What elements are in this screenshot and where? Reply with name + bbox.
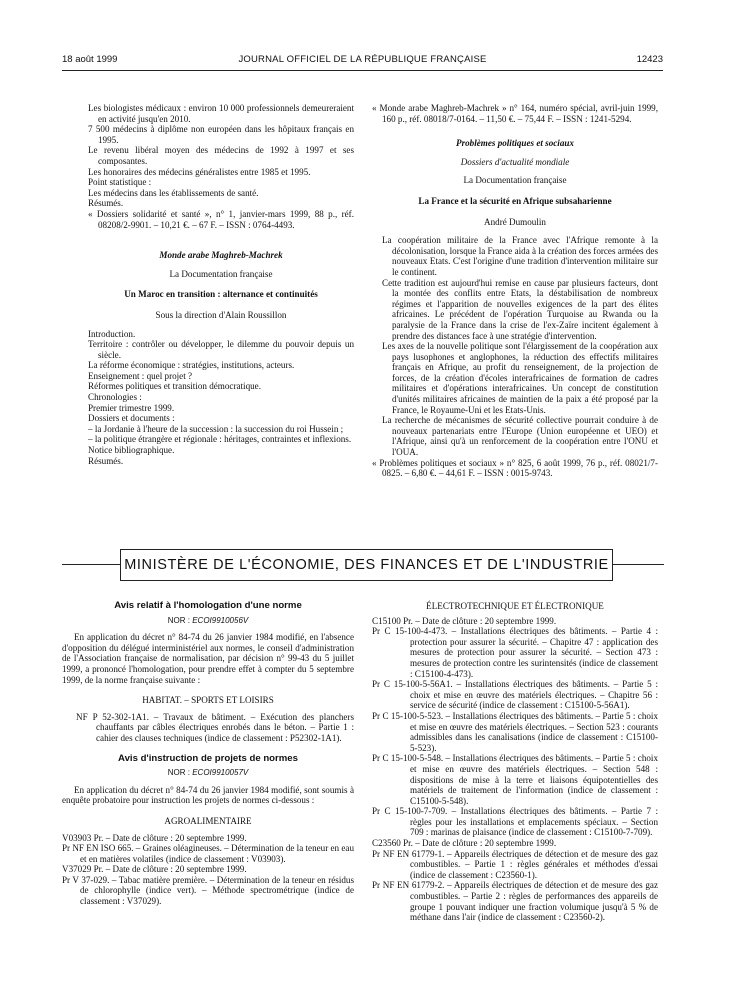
book-author: André Dumoulin bbox=[484, 216, 546, 227]
book-title: La France et la sécurité en Afrique subsaharienne bbox=[418, 195, 612, 206]
toc-line: Premier trimestre 1999. bbox=[88, 402, 175, 413]
norm-entry: Pr V 37-029. – Tabac matière première. – Détermination de la teneur en résidus de chlorophylle (indice vert). – Méthode spectrométrique (indice de classement : V37029). bbox=[62, 874, 354, 907]
nor-line bbox=[62, 616, 354, 627]
norm-entry: C15100 Pr. – Date de clôture : 20 septembre 1999. bbox=[372, 615, 557, 626]
nor-label: NOR : bbox=[167, 768, 190, 778]
series-title: Problèmes politiques et sociaux bbox=[456, 138, 574, 149]
toc-line: Introduction. bbox=[88, 328, 136, 339]
toc-line: Les biologistes médicaux : environ 10 000 professionnels demeureraient en activité jusqu'en 2010. bbox=[88, 103, 354, 124]
norm-entry: Pr NF EN 61779-1. – Appareils électriques de détection et de mesure des gaz combustibles. – Partie 1 : règles générales et méthodes d'essai (indice de classement : C23560-1). bbox=[372, 848, 658, 880]
header-rule bbox=[62, 70, 663, 71]
toc-line: Point statistique : bbox=[88, 177, 152, 188]
norm-entry: Pr NF EN ISO 665. – Graines oléagineuses. – Détermination de la teneur en eau et en matières volatiles (indice de classement : V03903). bbox=[62, 843, 354, 864]
toc-line: Résumés. bbox=[88, 455, 124, 466]
box-rule-left bbox=[62, 564, 120, 565]
toc-line: Notice bibliographique. bbox=[88, 445, 175, 456]
nor-line bbox=[62, 768, 354, 779]
norm-entry: Pr C 15-100-5-523. – Installations électriques des bâtiments. – Partie 5 : choix et mise en œuvre des matériels électriques. – Section 523 : courants admissibles dans les canalisations (indice de classement : C15100-5-523). bbox=[372, 710, 658, 753]
norm-entry: Pr C 15-100-5-548. – Installations électriques des bâtiments. – Partie 5 : choix et mise en œuvre des matériels électriques. – Section 548 : dispositions de mise à la terre et liaisons équipotentielles des matériels de traitement de l'information (indice de classement : C15100-5-548). bbox=[372, 753, 658, 806]
avis-title: Avis d'instruction de projets de normes bbox=[118, 752, 298, 764]
series-subtitle: Dossiers d'actualité mondiale bbox=[460, 156, 570, 167]
norm-list bbox=[372, 616, 658, 923]
publisher: La Documentation française bbox=[169, 268, 273, 279]
toc-line: Chronologies : bbox=[88, 392, 142, 403]
toc-line: Le revenu libéral moyen des médecins de 1992 à 1997 et ses composantes. bbox=[88, 145, 354, 166]
avis-title: Avis relatif à l'homologation d'une norme bbox=[114, 600, 302, 611]
norm-entry: Pr C 15-100-4-473. – Installations électriques des bâtiments. – Partie 4 : protection pour assurer la sécurité. – Chapitre 47 : application des mesures de protection pour assurer la sécurité. – Section 473 : mesures de protection contre les surintensités (indice de classement : C15100-4-473). bbox=[372, 626, 658, 679]
publication-reference: « Dossiers solidarité et santé », n° 1, janvier-mars 1999, 88 p., réf. 08208/2-9901. – 10,21 €. – 67 F. – ISSN : 0764-4493. bbox=[88, 208, 354, 230]
page-header bbox=[62, 54, 663, 68]
toc-line: – la Jordanie à l'heure de la succession : la succession du roi Hussein ; bbox=[88, 423, 344, 434]
toc-line: Enseignement : quel projet ? bbox=[88, 370, 193, 381]
ministry-title: MINISTÈRE DE L'ÉCONOMIE, DES FINANCES ET DE L'INDUSTRIE bbox=[124, 557, 609, 573]
table-of-contents bbox=[88, 329, 354, 467]
journal-title: JOURNAL OFFICIEL DE LA RÉPUBLIQUE FRANÇAISE bbox=[238, 54, 487, 65]
summary-paragraph: Cette tradition est aujourd'hui remise en cause par plusieurs facteurs, dont la montée des conflits entre Etats, la déstabilisation de nombreux régimes et l'apparition de nouvelles exigences de la part des élites africaines. Le précédent de l'opération Turquoise au Rwanda ou la paralysie de la France dans la crise de l'ex-Zaïre incitent également à prendre des distances face à une stratégie d'intervention. bbox=[382, 277, 658, 341]
norm-entry: V03903 Pr. – Date de clôture : 20 septembre 1999. bbox=[62, 832, 247, 843]
page-number: 12423 bbox=[636, 54, 663, 65]
norm-entry: NF P 52-302-1A1. – Travaux de bâtiment. – Exécution des planchers chauffants par câbles électriques enrobés dans le béton. – Partie 1 : cahier des clauses techniques (indice de classement : P52302-1A1). bbox=[76, 711, 354, 743]
toc-line: Réformes politiques et transition démocratique. bbox=[88, 381, 261, 392]
nor-label: NOR : bbox=[167, 615, 190, 625]
toc-line: 7 500 médecins à diplôme non européen dans les hôpitaux français en 1995. bbox=[88, 124, 354, 145]
norm-section: ÉLECTROTECHNIQUE ET ÉLECTRONIQUE bbox=[426, 601, 604, 611]
norm-list bbox=[62, 833, 354, 907]
box-rule-right bbox=[612, 564, 664, 565]
series-title: Monde arabe Maghreb-Machrek bbox=[159, 250, 283, 261]
toc-line: – la politique étrangère et régionale : héritages, contraintes et inflexions. bbox=[88, 434, 352, 445]
left-column-bottom bbox=[62, 601, 354, 907]
toc-line: Les honoraires des médecins généralistes entre 1985 et 1995. bbox=[88, 166, 311, 177]
publisher: La Documentation française bbox=[463, 175, 567, 186]
left-column-top bbox=[88, 103, 354, 466]
norm-entry: C23560 Pr. – Date de clôture : 20 septembre 1999. bbox=[372, 838, 557, 849]
norm-entry: V37029 Pr. – Date de clôture : 20 septembre 1999. bbox=[62, 864, 247, 875]
issue-date: 18 août 1999 bbox=[62, 54, 118, 65]
norm-section: AGROALIMENTAIRE bbox=[164, 815, 252, 826]
avis-body: En application du décret n° 84-74 du 26 janvier 1984 modifié, sont soumis à enquête probatoire pour instruction les projets de normes ci-dessous : bbox=[62, 784, 354, 806]
ministry-banner bbox=[120, 549, 613, 581]
nor-code: ECOI9910056V bbox=[192, 615, 249, 625]
book-director: Sous la direction d'Alain Roussillon bbox=[155, 309, 287, 320]
summary-paragraph: La recherche de mécanismes de sécurité collective pourrait conduire à de nouveaux partenariats entre l'Europe (Union européenne et UEO) et l'Afrique, ainsi qu'à un renforcement de la coopération entre l'ONU et l'OUA. bbox=[382, 415, 658, 458]
right-column-top bbox=[372, 103, 658, 479]
norm-entry: Pr C 15-100-7-709. – Installations électriques des bâtiments. – Partie 7 : règles pour les installations et emplacements spéciaux. – Section 709 : marinas de plaisance (indice de classement : C15100-7-709). bbox=[372, 806, 658, 838]
norm-entry: Pr C 15-100-5-56A1. – Installations électriques des bâtiments. – Partie 5 : choix et mise en œuvre des matériels électriques. – Chapitre 56 : service de sécurité (indice de classement : C15100-5-56A1). bbox=[372, 679, 658, 711]
avis-body: En application du décret n° 84-74 du 26 janvier 1984 modifié, en l'absence d'opposition du délégué interministériel aux normes, le conseil d'administration de l'Association française de normalisation, par décision n° 99-43 du 5 juillet 1999, a prononcé l'homologation, pour prendre effet à compter du 5 septembre 1999, de la norme française suivante : bbox=[62, 632, 354, 685]
publication-reference: « Monde arabe Maghreb-Machrek » n° 164, numéro spécial, avril-juin 1999, 160 p., réf. 08018/7-0164. – 11,50 €. – 75,44 F. – ISSN : 1241-5294. bbox=[372, 103, 658, 124]
right-column-bottom bbox=[372, 601, 658, 923]
norm-entry: Pr NF EN 61779-2. – Appareils électriques de détection et de mesure des gaz combustibles. – Partie 2 : règles de performances des appareils de groupe 1 pouvant indiquer une fraction volumique jusqu'à 5 % de méthane dans l'air (indice de classement : C23560-2). bbox=[372, 880, 658, 923]
toc-line: Territoire : contrôler ou développer, le dilemme du pouvoir depuis un siècle. bbox=[88, 339, 354, 360]
toc-line: Dossiers et documents : bbox=[88, 413, 175, 424]
book-summary bbox=[372, 235, 658, 457]
summary-paragraph: La coopération militaire de la France avec l'Afrique remonte à la décolonisation, lorsque la France aida à la création des forces armées des nouveaux Etats. C'est l'origine d'une tradition d'intervention militaire sur le continent. bbox=[382, 235, 658, 277]
nor-code: ECOI9910057V bbox=[192, 768, 249, 778]
toc-line: Les médecins dans les établissements de santé. bbox=[88, 187, 259, 198]
toc-line: Résumés. bbox=[88, 198, 124, 209]
norm-section: HABITAT. – SPORTS ET LOISIRS bbox=[142, 695, 274, 706]
toc-line: La réforme économique : stratégies, institutions, acteurs. bbox=[88, 360, 295, 371]
summary-paragraph: Les axes de la nouvelle politique sont l'élargissement de la coopération aux pays lusophones et anglophones, la réduction des effectifs militaires français en Afrique, au profit du renseignement, de la projection de forces, de la création d'écoles interafricaines de formation de cadres militaires et d'opérations interafricaines. Un concept de constitution d'unités militaires africaines de maintien de la paix a été proposé par la France, le Royaume-Uni et les Etats-Unis. bbox=[382, 341, 658, 415]
book-title: Un Maroc en transition : alternance et continuités bbox=[124, 289, 318, 300]
publication-reference: « Problèmes politiques et sociaux » n° 825, 6 août 1999, 76 p., réf. 08021/7-0825. – 6,80 €. – 44,61 F. – ISSN : 0015-9743. bbox=[372, 457, 658, 479]
